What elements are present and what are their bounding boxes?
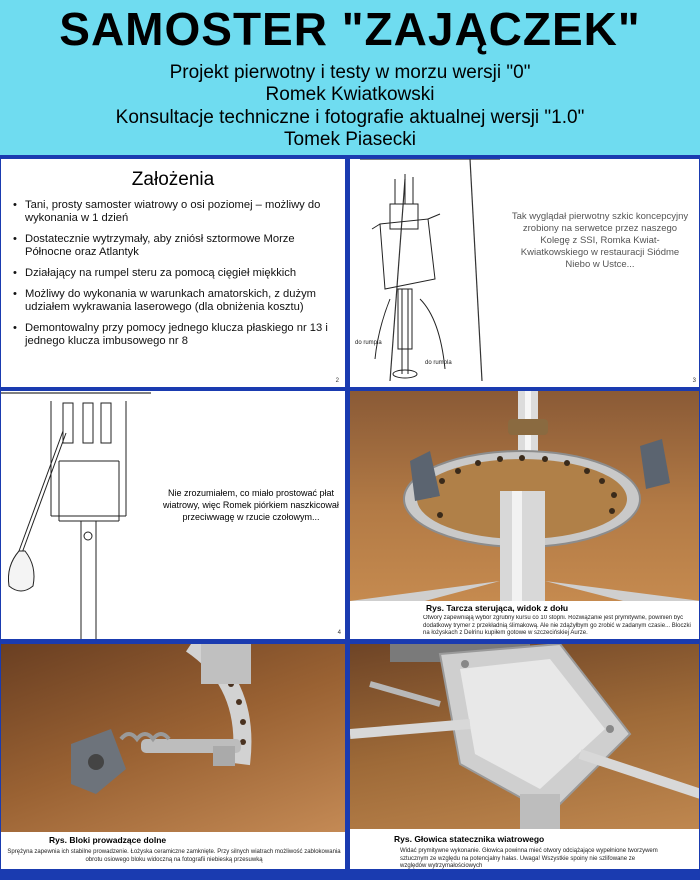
sketch-caption: Tak wyglądał pierwotny szkic koncepcyjny zrobiony na serwetce przez naszego Kolegę z SSI, Romka Kwiat-Kwiatkowskiego w restauracji Siódme Niebo w Ustce... xyxy=(511,211,689,270)
assumption-item: • Możliwy do wykonania w warunkach amatorskich, z dużym udziałem wykrawania laserowego (dla obniżenia kosztu) xyxy=(13,288,333,314)
photo-caption-title: Rys. Tarcza sterująca, widok z dołu xyxy=(426,603,569,613)
vane-head-photo xyxy=(350,644,700,829)
guide-blocks-image xyxy=(1,644,346,832)
assumption-item: • Dostatecznie wytrzymały, aby zniósł sztormowe Morze Północne oraz Atlantyk xyxy=(13,233,333,259)
steering-disc-photo xyxy=(350,391,700,601)
photo-panel-1 xyxy=(349,390,700,640)
steering-disc-image xyxy=(350,391,700,601)
svg-text:do rumpla: do rumpla xyxy=(425,360,452,366)
page-number: 4 xyxy=(337,630,341,636)
photo-caption-title: Rys. Głowica statecznika wiatrowego xyxy=(394,834,545,844)
counterweight-sketch xyxy=(1,391,151,640)
counterweight-note: Nie zrozumiałem, co miało prostować płat wiatrowy, więc Romek piórkiem naszkicował przeciwwagę w rzucie czołowym... xyxy=(163,488,339,522)
header xyxy=(0,0,700,156)
photo-caption-title: Rys. Bloki prowadzące dolne xyxy=(49,835,167,845)
assumption-item: • Demontowalny przy pomocy jednego klucza płaskiego nr 13 i jednego klucza imbusowego nr 8 xyxy=(13,322,333,348)
photo-panel-3 xyxy=(349,643,700,870)
svg-text:do rumpla: do rumpla xyxy=(355,340,382,346)
assumptions-panel xyxy=(0,158,346,388)
assumptions-title: Założenia xyxy=(131,169,215,190)
header-consult-line: Konsultacje techniczne i fotografie aktualnej wersji "1.0" xyxy=(115,107,585,128)
assumption-item: • Działający na rumpel steru za pomocą cięgieł miękkich xyxy=(13,267,333,280)
vane-head-image xyxy=(350,644,700,829)
header-consultant-name: Tomek Piasecki xyxy=(284,129,416,150)
photo-caption-text: Widać prymitywne wykonanie. Głowica powinna mieć otwory odciążające wypełnione tworzywem sztucznym ze względu na potencjalny hałas. Uwaga! Wszystkie spoiny nie szlifowane ze względów wytrzymałościowych xyxy=(400,848,658,869)
photo-panel-2 xyxy=(0,643,346,870)
header-author-name: Romek Kwiatkowski xyxy=(265,84,435,105)
page-number: 2 xyxy=(335,378,339,384)
sketch-panel-2 xyxy=(0,390,346,640)
assumption-item: • Tani, prosty samoster wiatrowy o osi poziomej – możliwy do wykonania w 1 dzień xyxy=(13,199,333,225)
page-number: 3 xyxy=(692,378,696,384)
guide-blocks-photo xyxy=(1,644,346,832)
napkin-sketch xyxy=(350,159,500,388)
header-project-line: Projekt pierwotny i testy w morzu wersji "0" xyxy=(169,62,531,83)
photo-caption-text: Sprężyna zapewnia ich stabilne prowadzenie. Łożyska ceramiczne zamknięte. Przy silnych wiatrach możliwość zablokowania obrotu osiowego bloku widoczną na fotografii niebieską przesuwką xyxy=(7,849,341,863)
photo-caption-text: Otwory zapewniają wybór zgrubny kursu co 10 stopni. Rozwiązanie jest prymitywne, powinien być dodatkowy trymer z przekładnią ślimakową. Ale nie zdążyłbym go zrobić w zadanym czasie... Bloczki na łożyskach z Delrinu kupiłem gotowe w szczecińskiej Aurze. xyxy=(423,615,691,636)
assumptions-list xyxy=(13,199,333,356)
sketch-panel-1 xyxy=(349,158,700,388)
page-title: SAMOSTER "ZAJĄCZEK" xyxy=(59,3,641,55)
